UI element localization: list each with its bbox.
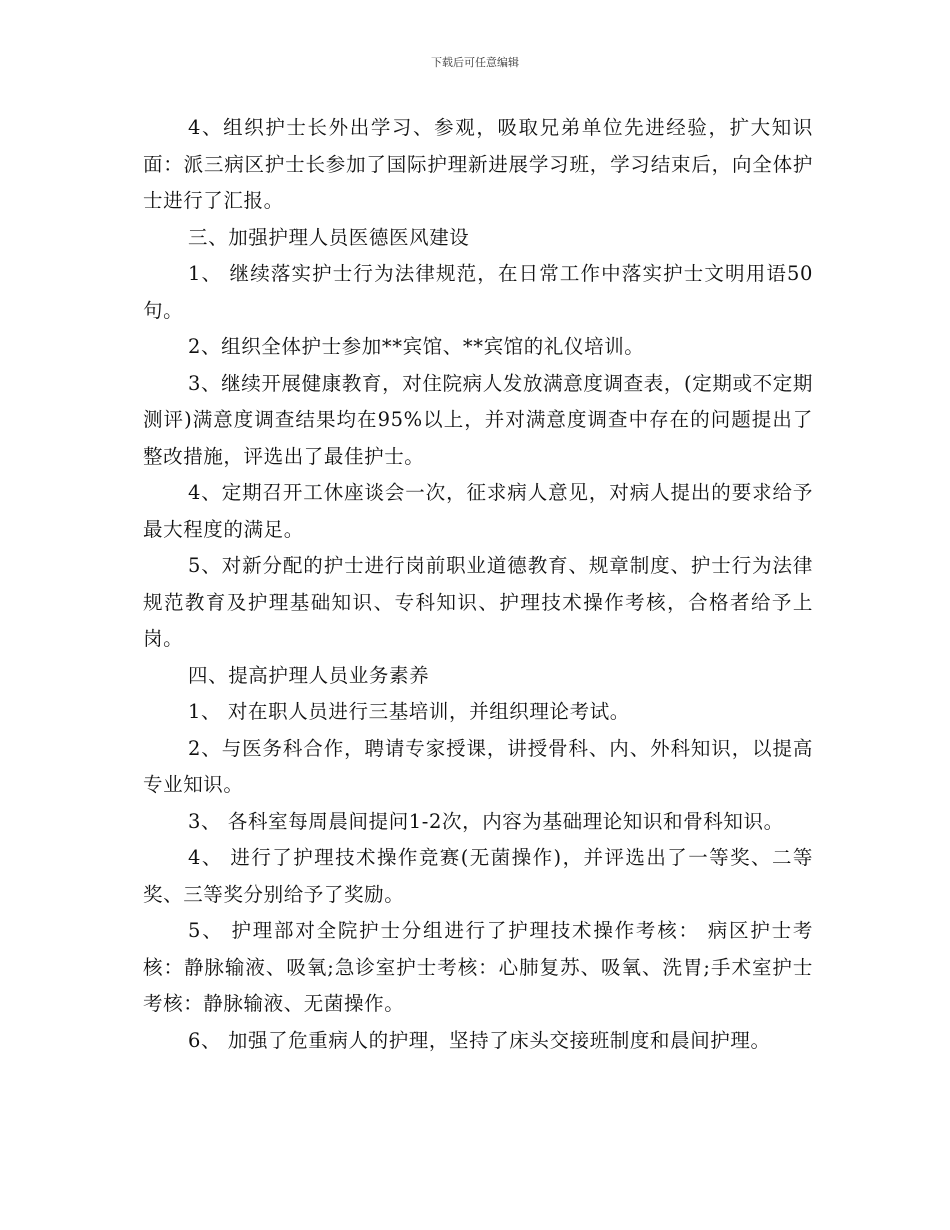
page-header: 下载后可任意编辑 (431, 56, 519, 69)
paragraph: 5、 护理部对全院护士分组进行了护理技术操作考核： 病区护士考核：静脉输液、吸氧;急诊室护士考核：心肺复苏、吸氧、洗胃;手术室护士考核：静脉输液、无菌操作。 (143, 919, 813, 1015)
paragraph: 6、 加强了危重病人的护理，坚持了床头交接班制度和晨间护理。 (188, 1028, 771, 1052)
paragraph: 4、定期召开工休座谈会一次，征求病人意见，对病人提出的要求给予最大程度的满足。 (143, 481, 813, 541)
paragraph: 1、 继续落实护士行为法律规范，在日常工作中落实护士文明用语50句。 (143, 262, 813, 322)
section-heading: 四、提高护理人员业务素养 (188, 663, 430, 687)
paragraph: 4、 进行了护理技术操作竞赛(无菌操作)，并评选出了一等奖、二等奖、三等奖分别给予了奖励。 (143, 846, 813, 906)
document-body (143, 110, 813, 1059)
paragraph: 3、继续开展健康教育，对住院病人发放满意度调查表，(定期或不定期测评)满意度调查结果均在95%以上，并对满意度调查中存在的问题提出了整改措施，评选出了最佳护士。 (143, 371, 813, 468)
paragraph: 5、对新分配的护士进行岗前职业道德教育、规章制度、护士行为法律规范教育及护理基础知识、专科知识、护理技术操作考核，合格者给予上岗。 (143, 554, 813, 650)
paragraph: 4、组织护士长外出学习、参观，吸取兄弟单位先进经验，扩大知识面：派三病区护士长参加了国际护理新进展学习班，学习结束后，向全体护士进行了汇报。 (143, 116, 813, 212)
paragraph: 2、与医务科合作，聘请专家授课，讲授骨科、内、外科知识，以提高专业知识。 (143, 736, 813, 796)
paragraph: 1、 对在职人员进行三基培训，并组织理论考试。 (188, 700, 630, 723)
paragraph: 2、组织全体护士参加**宾馆、**宾馆的礼仪培训。 (188, 335, 645, 358)
section-heading: 三、加强护理人员医德医风建设 (188, 225, 470, 249)
paragraph: 3、 各科室每周晨间提问1-2次，内容为基础理论知识和骨科知识。 (188, 809, 784, 833)
